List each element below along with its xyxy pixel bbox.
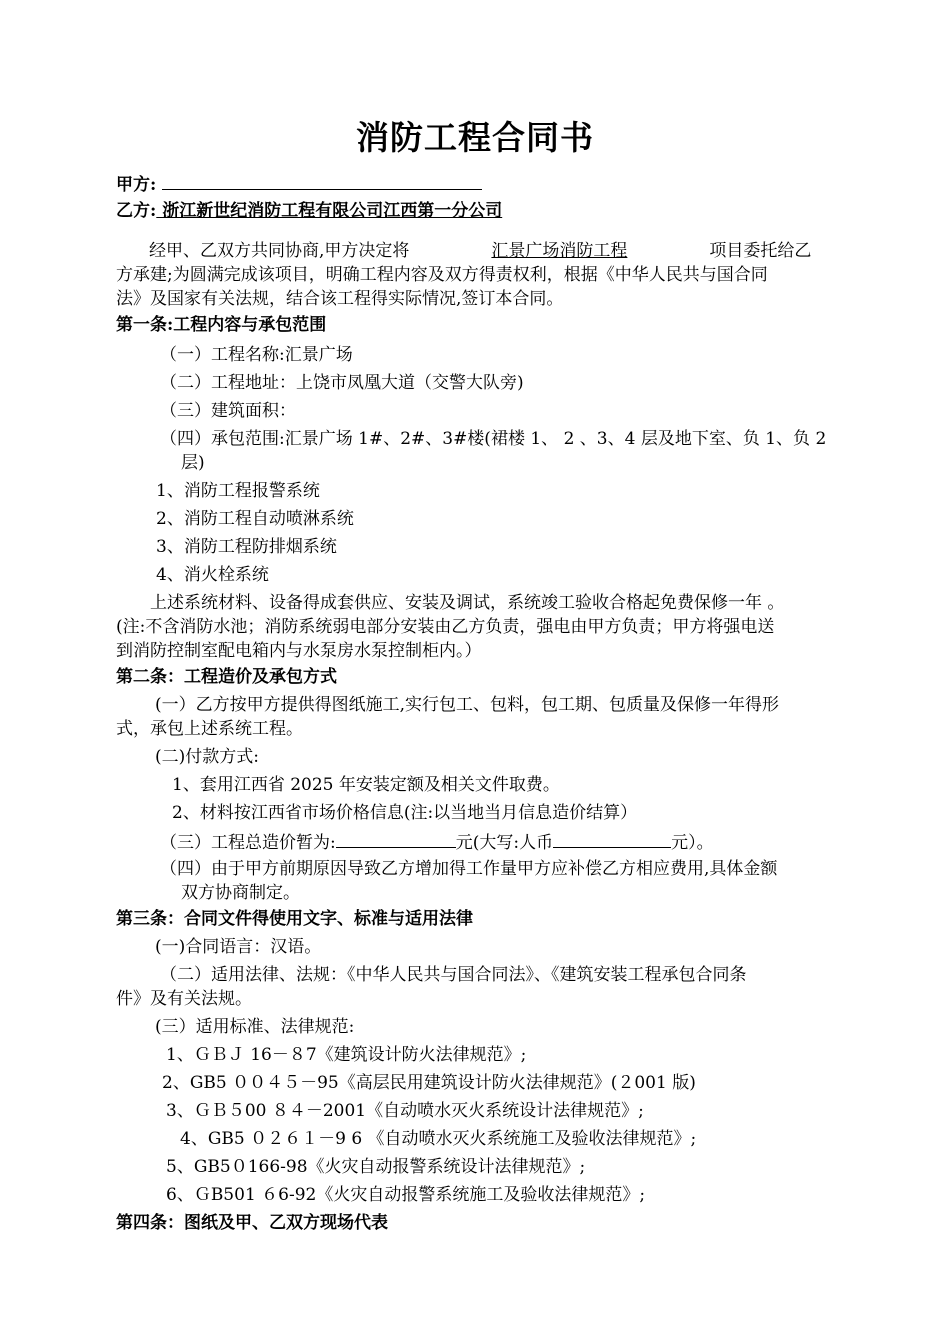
- system-item-2: 2、消防工程自动喷淋系统: [156, 509, 354, 529]
- standard-item-2: 2、GB5 ００４５－95《高层民用建筑设计防火法律规范》(２001 版): [162, 1073, 696, 1093]
- system-item-3: 3、消防工程防排烟系统: [156, 537, 337, 557]
- article-4-heading: 第四条：图纸及甲、乙双方现场代表: [116, 1213, 388, 1233]
- total-price-label: （三）工程总造价暂为:: [160, 833, 336, 853]
- art3-standards-heading: (三）适用标准、法律规范:: [155, 1017, 355, 1037]
- standard-item-1: 1、ＧＢＪ 16－８7《建筑设计防火法律规范》;: [166, 1045, 527, 1065]
- total-price-words-blank: [553, 830, 671, 848]
- party-a-line: [116, 172, 482, 196]
- art2-payment-2: 2、材料按江西省市场价格信息(注:以当地当月信息造价结算）: [172, 803, 638, 823]
- standard-item-5: 5、GB5０166-98《火灾自动报警系统设计法律规范》;: [166, 1157, 586, 1177]
- art3-language: (一)合同语言：汉语。: [155, 937, 322, 957]
- project-name-blank: 汇景广场消防工程: [491, 241, 628, 261]
- system-item-4: 4、消火栓系统: [156, 565, 269, 585]
- total-price-suffix: 元）。: [671, 833, 714, 853]
- document-title: 消防工程合同书: [356, 118, 594, 157]
- party-b-label: 乙方:: [116, 201, 157, 221]
- art1-item-3: （三）建筑面积：: [160, 401, 296, 421]
- art1-item-4: （四）承包范围:汇景广场 1#、2#、3#楼(裙楼 1、 2 、3、4 层及地下室、负 1、负 2: [160, 429, 827, 449]
- party-a-label: 甲方:: [116, 175, 157, 195]
- art1-item-1: （一）工程名称:汇景广场: [160, 345, 353, 365]
- art2-total-price: [160, 830, 714, 854]
- article-2-heading: 第二条：工程造价及承包方式: [116, 667, 337, 687]
- art2-payment-heading: (二)付款方式:: [155, 747, 259, 767]
- standard-item-3: 3、ＧＢ５00 ８４－2001《自动喷水灭火系统设计法律规范》;: [166, 1101, 644, 1121]
- art1-note-line-1: 上述系统材料、设备得成套供应、安装及调试，系统竣工验收合格起免费保修一年 。: [150, 593, 785, 613]
- art2-p1-line-2: 式，承包上述系统工程。: [116, 719, 303, 739]
- art2-p4-line-2: 双方协商制定。: [181, 883, 300, 903]
- art3-laws-line-1: （二）适用法律、法规：《中华人民共与国合同法》、《建筑安装工程承包合同条: [160, 965, 747, 985]
- article-3-heading: 第三条：合同文件得使用文字、标准与适用法律: [116, 909, 473, 929]
- art1-note-line-2: (注:不含消防水池；消防系统弱电部分安装由乙方负责，强电由甲方负责；甲方将强电送: [116, 617, 775, 637]
- party-b-name: 浙江新世纪消防工程有限公司江西第一分公司: [156, 201, 503, 221]
- art2-p4-line-1: （四）由于甲方前期原因导致乙方增加得工作量甲方应补偿乙方相应费用,具体金额: [160, 859, 778, 879]
- art3-laws-line-2: 件》及有关法规。: [116, 989, 252, 1009]
- total-price-blank: [336, 830, 456, 848]
- intro-text-b: 项目委托给乙: [709, 241, 812, 261]
- system-item-1: 1、消防工程报警系统: [156, 481, 320, 501]
- intro-line-1: [149, 240, 811, 262]
- article-1-heading: 第一条:工程内容与承包范围: [116, 315, 327, 335]
- intro-line-2: 方承建;为圆满完成该项目，明确工程内容及双方得责权利，根据《中华人民共与国合同: [116, 265, 768, 285]
- party-b-line: [116, 200, 502, 222]
- art1-item-4-cont: 层): [181, 453, 205, 473]
- intro-text-a: 经甲、乙双方共同协商,甲方决定将: [149, 241, 410, 261]
- art2-payment-1: 1、套用江西省 2025 年安装定额及相关文件取费。: [172, 775, 560, 795]
- party-a-blank: [162, 172, 482, 190]
- intro-line-3: 法》及国家有关法规，结合该工程得实际情况,签订本合同。: [116, 289, 564, 309]
- total-price-words-label: 元(大写:人币: [455, 833, 554, 853]
- art1-note-line-3: 到消防控制室配电箱内与水泵房水泵控制柜内。）: [116, 641, 482, 661]
- art1-item-2: （二）工程地址：上饶市凤凰大道（交警大队旁): [160, 373, 524, 393]
- standard-item-4: 4、GB5 ０２６１－9 6 《自动喷水灭火系统施工及验收法律规范》;: [180, 1129, 697, 1149]
- standard-item-6: 6、ＧB501 ６6-92《火灾自动报警系统施工及验收法律规范》;: [166, 1185, 646, 1205]
- art2-p1-line-1: (一）乙方按甲方提供得图纸施工,实行包工、包料，包工期、包质量及保修一年得形: [155, 695, 780, 715]
